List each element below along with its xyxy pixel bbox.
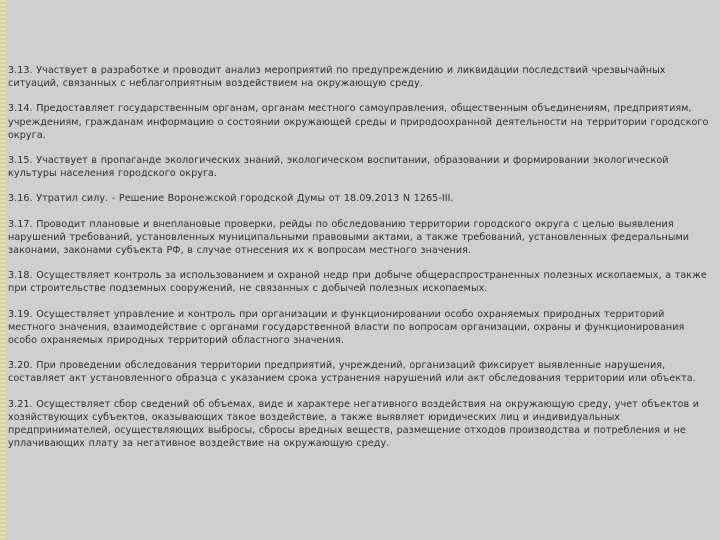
paragraph-3-14: 3.14. Предоставляет государственным органам, органам местного самоуправления, общественным объединениям, предприятиям, учреждениям, гражданам информацию о состоянии окружающей среды и природоохранной деятельности на территории городского округа. [8, 103, 709, 141]
document-body [8, 64, 714, 462]
paragraph-3-18: 3.18. Осуществляет контроль за использованием и охраной недр при добыче общераспространенных полезных ископаемых, а также при строительстве подземных сооружений, не связанных с добычей полезных ископаемых. [8, 270, 707, 295]
decorative-left-stripe [0, 0, 6, 540]
paragraph-3-17: 3.17. Проводит плановые и внеплановые проверки, рейды по обследованию территории городского округа с целью выявления нарушений требований, установленных муниципальными правовыми актами, а также требований, установленных федеральными законами, законами субъекта РФ, в случае отнесения их к вопросам местного значения. [8, 218, 690, 257]
paragraph-3-20: 3.20. При проведении обследования территории предприятий, учреждений, организаций фиксирует выявленные нарушения, составляет акт установленного образца с указанием срока устранения нарушений или акт обследования территории или объекта. [8, 360, 696, 385]
paragraph-3-21: 3.21. Осуществляет сбор сведений об объемах, виде и характере негативного воздействия на окружающую среду, учет объектов и хозяйствующих субъектов, оказывающих такое воздействие, а также выявляет юридических лиц и индивидуальных предпринимателей, осуществляющих выбросы, сбросы вредных веществ, размещение отходов производства и потребления и не уплачивающих плату за негативное воздействие на окружающую среду. [8, 398, 700, 450]
paragraph-3-13: 3.13. Участвует в разработке и проводит анализ мероприятий по предупреждению и ликвидации последствий чрезвычайных ситуаций, связанных с неблагоприятным воздействием на окружающую среду. [8, 65, 666, 90]
paragraph-3-15: 3.15. Участвует в пропаганде экологических знаний, экологическом воспитании, образовании и формировании экологической культуры населения городского округа. [8, 155, 669, 180]
paragraph-3-16: 3.16. Утратил силу. - Решение Воронежской городской Думы от 18.09.2013 N 1265-III. [8, 193, 454, 205]
paragraph-3-19: 3.19. Осуществляет управление и контроль при организации и функционировании особо охраняемых природных территорий местного значения, взаимодействие с органами государственной власти по вопросам организации, охраны и функционирования особо охраняемых природных территорий областного значения. [8, 308, 685, 347]
